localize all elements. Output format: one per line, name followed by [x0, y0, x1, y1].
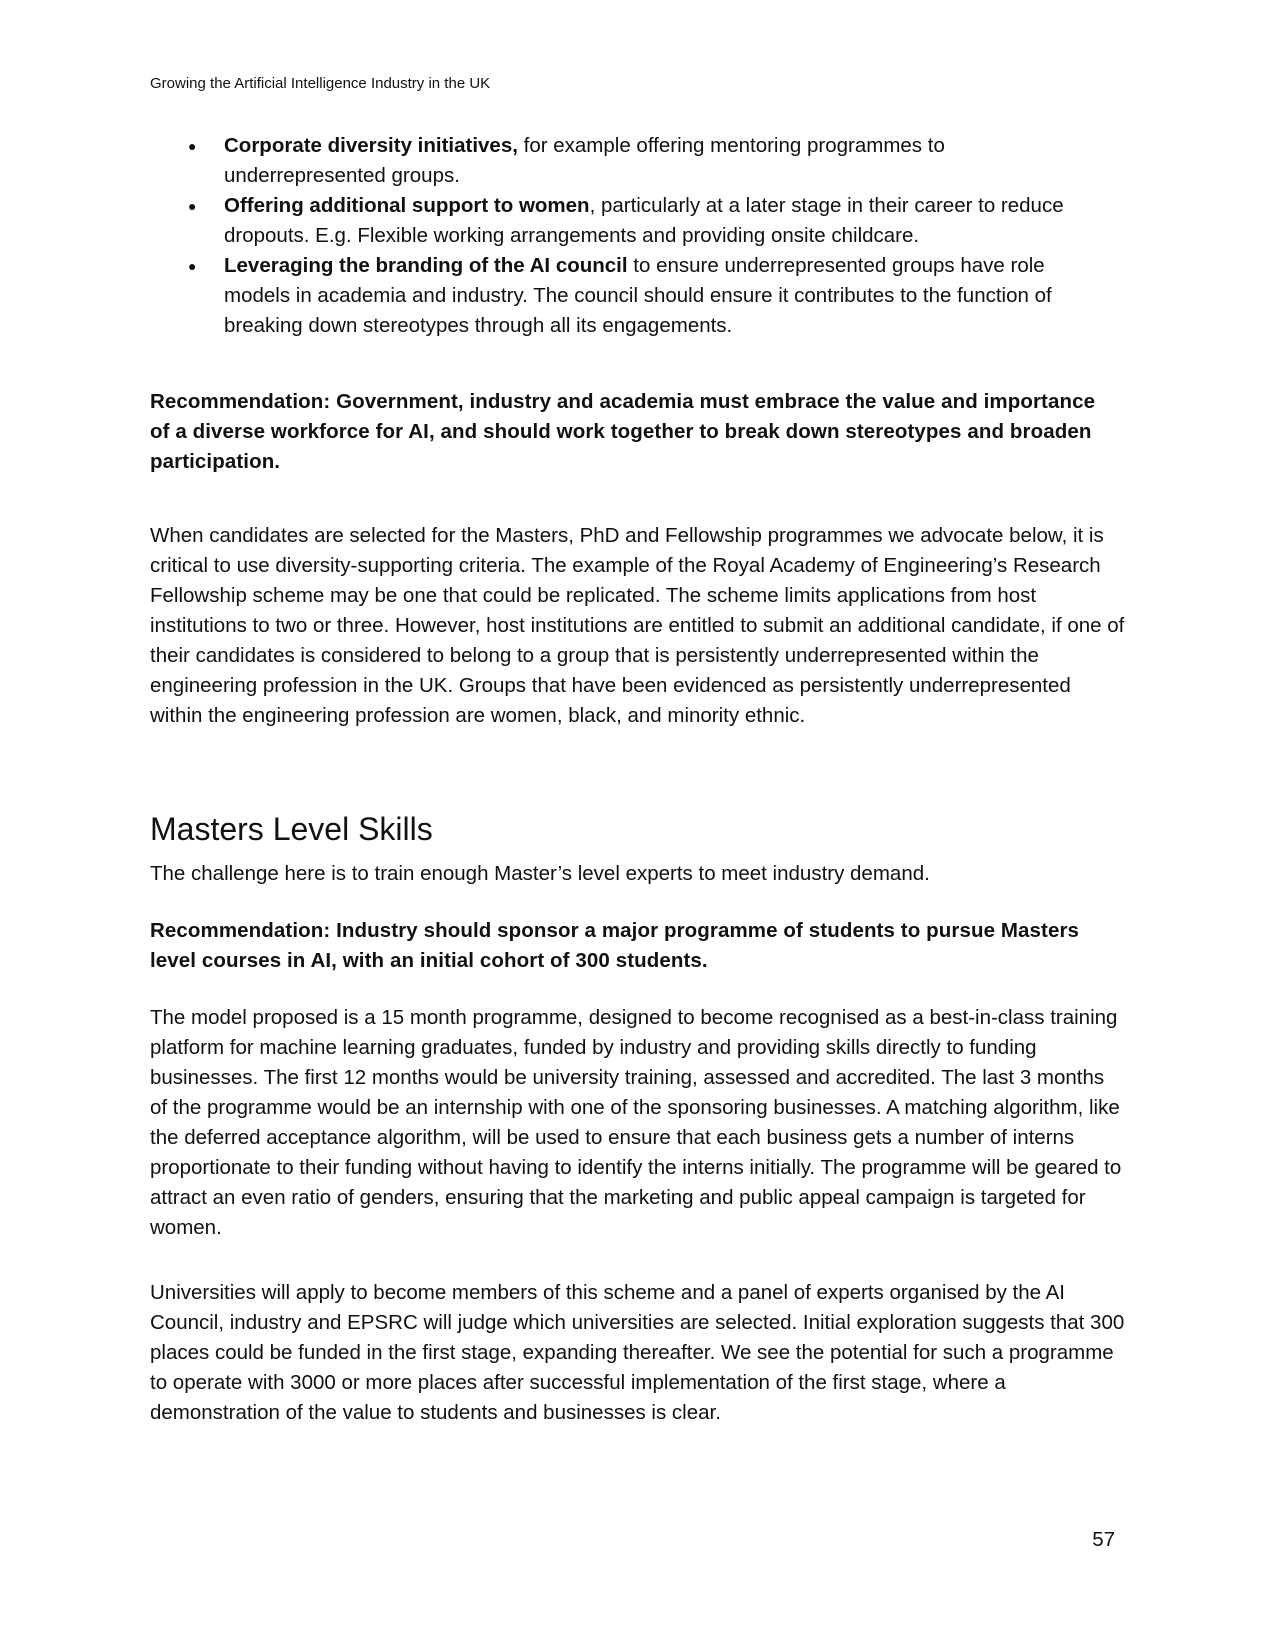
bullet-icon: ●: [188, 198, 197, 214]
section-intro: The challenge here is to train enough Master’s level experts to meet industry demand.: [150, 862, 930, 885]
list-item: [150, 191, 1110, 251]
bullet-text: for example offering mentoring programmes to underrepresented groups.: [224, 134, 945, 187]
bullet-bold-lead: Corporate diversity initiatives,: [224, 134, 518, 157]
paragraph-selection-criteria: When candidates are selected for the Masters, PhD and Fellowship programmes we advocate below, it is critical to use diversity-supporting criteria. The example of the Royal Academy of Engineering’s Research Fellowship scheme may be one that could be replicated. The scheme limits applications from host institutions to two or three. However, host institutions are entitled to submit an additional candidate, if one of their candidates is considered to belong to a group that is persistently underrepresented within the engineering profession in the UK. Groups that have been evidenced as persistently underrepresented within the engineering profession are women, black, and minority ethnic.: [150, 524, 1125, 727]
paragraph-universities: Universities will apply to become members of this scheme and a panel of experts organised by the AI Council, industry and EPSRC will judge which universities are selected. Initial exploration suggests that 300 places could be funded in the first stage, expanding thereafter. We see the potential for such a programme to operate with 3000 or more places after successful implementation of the first stage, where a demonstration of the value to students and businesses is clear.: [150, 1281, 1125, 1424]
list-item: [150, 131, 1110, 191]
running-header: Growing the Artificial Intelligence Industry in the UK: [150, 75, 491, 92]
section-heading: Masters Level Skills: [150, 811, 433, 847]
paragraph-programme-model: The model proposed is a 15 month programme, designed to become recognised as a best-in-class training platform for machine learning graduates, funded by industry and providing skills directly to funding businesses. The first 12 months would be university training, assessed and accredited. The last 3 months of the programme would be an internship with one of the sponsoring businesses. A matching algorithm, like the deferred acceptance algorithm, will be used to ensure that each business gets a number of interns proportionate to their funding without having to identify the interns initially. The programme will be geared to attract an even ratio of genders, ensuring that the marketing and public appeal campaign is targeted for women.: [150, 1006, 1122, 1239]
bullet-icon: ●: [188, 138, 197, 154]
bullet-text: , particularly at a later stage in their career to reduce dropouts. E.g. Flexible working arrangements and providing onsite childcare.: [224, 194, 1064, 247]
bullet-bold-lead: Offering additional support to women: [224, 194, 590, 217]
list-item: [150, 251, 1110, 341]
bullet-bold-lead: Leveraging the branding of the AI council: [224, 254, 628, 277]
bullet-icon: ●: [188, 258, 197, 274]
recommendation-diversity: Recommendation: Government, industry and academia must embrace the value and importance of a diverse workforce for AI, and should work together to break down stereotypes and broaden participation.: [150, 390, 1096, 473]
bullet-text: to ensure underrepresented groups have role models in academia and industry. The council should ensure it contributes to the function of breaking down stereotypes through all its engagements.: [224, 254, 1052, 337]
page-number: 57: [1092, 1528, 1115, 1551]
bullet-list: [150, 131, 1110, 341]
recommendation-masters: Recommendation: Industry should sponsor a major programme of students to pursue Masters level courses in AI, with an initial cohort of 300 students.: [150, 919, 1080, 972]
